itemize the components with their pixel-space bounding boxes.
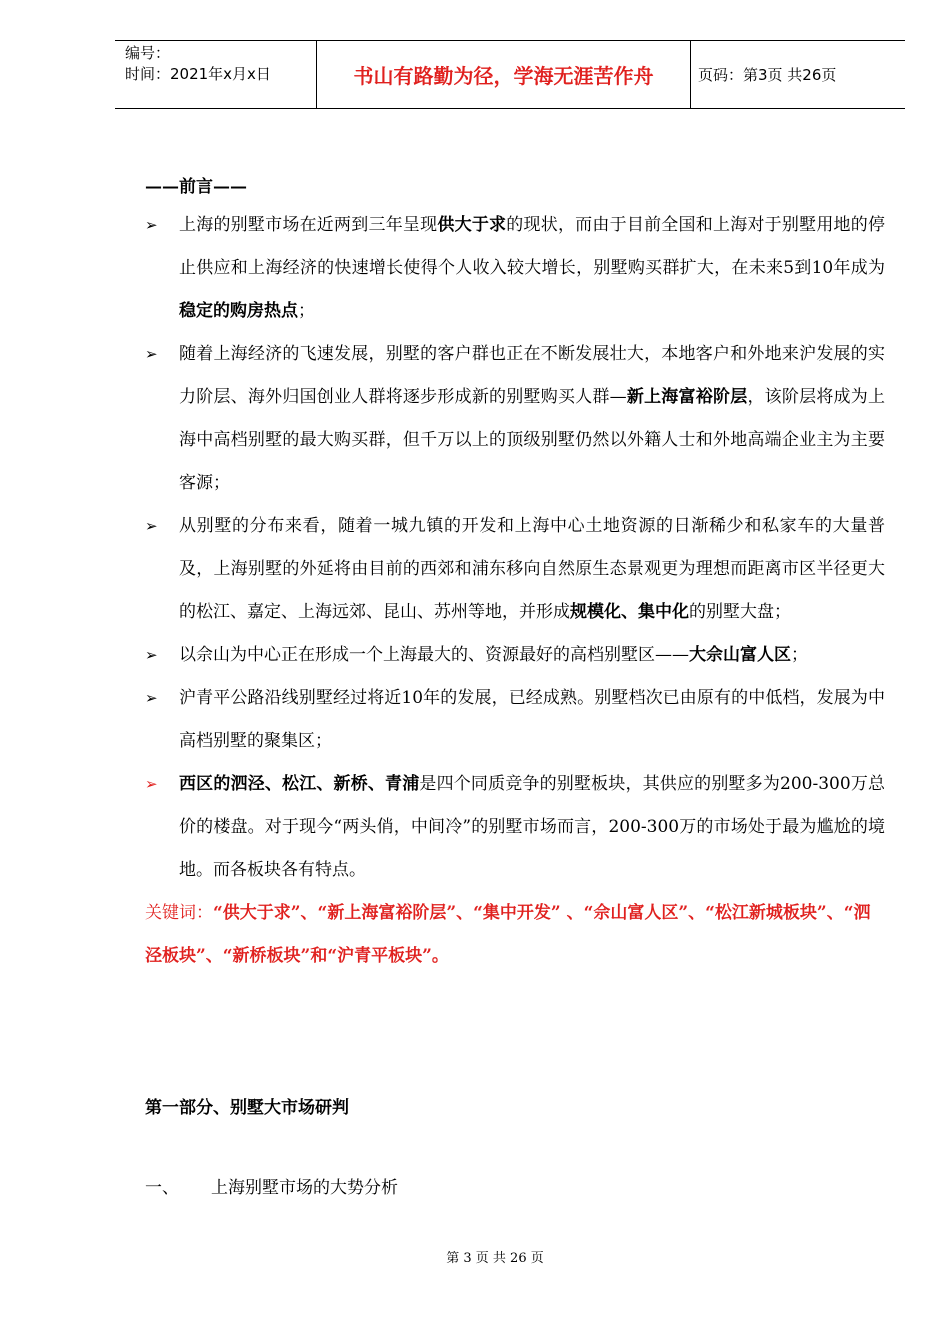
bullet-item: [145, 505, 885, 634]
bullet-text: 随着上海经济的飞速发展，别墅的客户群也正在不断发展壮大，本地客户和外地来沪发展的实力阶层、海外归国创业人群将逐步形成新的别墅购买人群—: [179, 344, 885, 407]
bullet-emphasis: 规模化、集中化: [570, 602, 689, 622]
bullet-emphasis: 大佘山富人区: [689, 645, 791, 665]
arrow-bullet-icon: ➢: [145, 345, 158, 363]
arrow-bullet-icon: ➢: [145, 689, 158, 707]
bullet-item: [145, 677, 885, 763]
header-motto: 书山有路勤为径，学海无涯苦作舟: [316, 41, 691, 108]
preface-title: ——前言——: [145, 177, 247, 197]
bullet-text: 的别墅大盘；: [689, 602, 791, 622]
bullet-text: 沪青平公路沿线别墅经过将近10年的发展，已经成熟。别墅档次已由原有的中低档，发展为中高档别墅的聚集区；: [179, 688, 885, 751]
arrow-bullet-icon: ➢: [145, 517, 158, 535]
bullet-item: [145, 634, 885, 677]
header-time: 时间：2021年x月x日: [125, 65, 271, 83]
bullet-text: 上海的别墅市场在近两到三年呈现: [179, 215, 438, 235]
bullet-text: ；: [298, 301, 315, 321]
bullet-text: ；: [791, 645, 808, 665]
preface-bullets: [145, 204, 885, 892]
page-header: [115, 40, 905, 109]
keywords-terms: “供大于求”、“新上海富裕阶层”、“集中开发” 、“佘山富人区”、“松江新城板块”、“泗泾板块”、“新桥板块”和“沪青平板块”。: [145, 903, 871, 966]
bullet-emphasis: 新上海富裕阶层: [626, 387, 748, 407]
keywords-label: 关键词：: [145, 903, 213, 923]
header-page-number: 页码：第3页 共26页: [698, 66, 837, 84]
bullet-text: 的现状，而由于目前全国和上海对于别墅用地的停止供应和上海经济的快速增长使得个人收入较大增长，别墅购买群扩大，在未来5到10年成为: [179, 215, 886, 278]
bullet-text: ，该阶层将成为上海中高档别墅的最大购买群，但千万以上的顶级别墅仍然以外籍人士和外地高端企业主为主要客源；: [179, 387, 886, 493]
keywords-line: [145, 892, 885, 978]
bullet-item: [145, 204, 885, 333]
bullet-item: [145, 333, 885, 505]
arrow-bullet-icon: ➢: [145, 775, 158, 793]
bullet-emphasis: 供大于求: [437, 215, 507, 235]
bullet-emphasis: 西区的泗泾、松江、新桥、青浦: [179, 774, 420, 794]
arrow-bullet-icon: ➢: [145, 646, 158, 664]
bullet-text: 从别墅的分布来看，随着一城九镇的开发和上海中心土地资源的日渐稀少和私家车的大量普及，上海别墅的外延将由目前的西郊和浦东移向自然原生态景观更为理想而距离市区半径更大的松江、嘉定、上海远郊、昆山、苏州等地，并形成: [179, 516, 885, 622]
bullet-text: 是四个同质竞争的别墅板块，其供应的别墅多为200-300万总价的楼盘。对于现今“两头俏，中间冷”的别墅市场而言，200-300万的市场处于最为尴尬的境地。而各板块各有特点。: [179, 774, 885, 880]
bullet-item-highlighted: [145, 763, 885, 892]
section-item-heading: [145, 1173, 398, 1198]
page-footer: 第 3 页 共 26 页: [446, 1251, 544, 1266]
section-item-number: 一、: [145, 1178, 179, 1198]
section-item-title: 上海别墅市场的大势分析: [211, 1178, 398, 1198]
bullet-text: 以佘山为中心正在形成一个上海最大的、资源最好的高档别墅区——: [179, 645, 689, 665]
document-body: [145, 170, 885, 978]
section-part-heading: 第一部分、别墅大市场研判: [145, 1098, 349, 1118]
header-meta: [115, 41, 315, 108]
header-number: 编号：: [125, 44, 171, 62]
bullet-emphasis: 稳定的购房热点: [179, 301, 298, 321]
arrow-bullet-icon: ➢: [145, 216, 158, 234]
